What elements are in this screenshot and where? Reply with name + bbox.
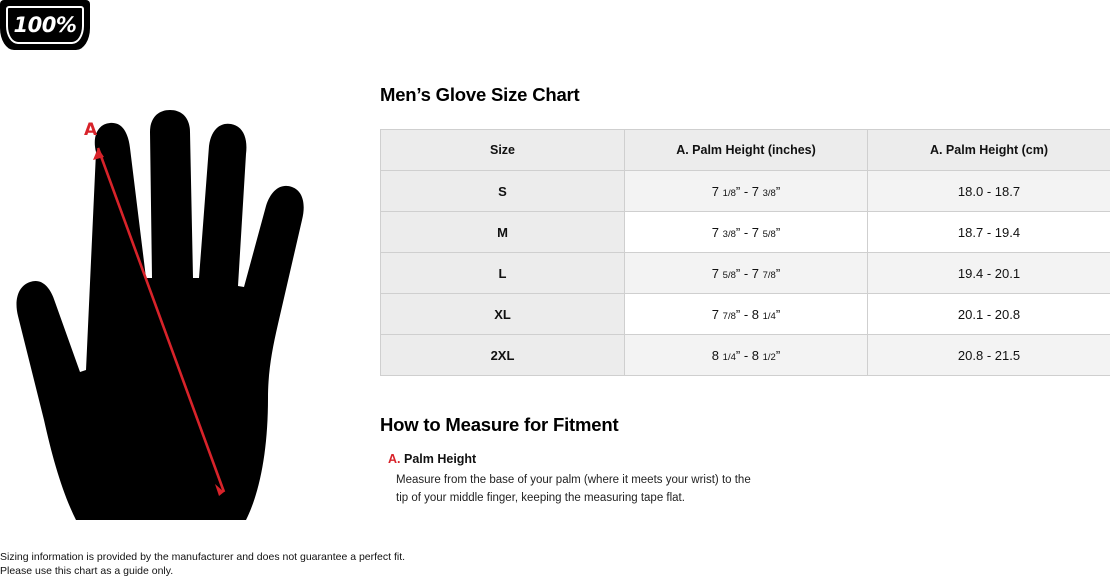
cell-palm-inches: 7 5/8” - 7 7/8”: [625, 253, 868, 294]
cell-palm-inches: 7 3/8” - 7 5/8”: [625, 212, 868, 253]
fitment-description-line-2: tip of your middle finger, keeping the measuring tape flat.: [396, 491, 685, 504]
cell-size: S: [381, 171, 625, 212]
100-percent-logo: [0, 0, 90, 50]
cell-size: L: [381, 253, 625, 294]
fitment-title: How to Measure for Fitment: [380, 414, 619, 435]
table-row: [381, 171, 1110, 212]
page-title: Men’s Glove Size Chart: [380, 84, 580, 105]
measurement-label-a: A: [84, 120, 98, 140]
hand-silhouette-icon: [0, 110, 360, 530]
table-row: [381, 294, 1110, 335]
fitment-description-line-1: Measure from the base of your palm (where it meets your wrist) to the: [396, 474, 751, 486]
logo-border: [6, 6, 84, 44]
fitment-item: [388, 452, 1110, 508]
disclaimer: [0, 550, 405, 578]
cell-palm-inches: 7 1/8” - 7 3/8”: [625, 171, 868, 212]
column-header-size: Size: [381, 130, 625, 171]
column-header-palm-cm: A. Palm Height (cm): [868, 130, 1110, 171]
cell-palm-inches: 7 7/8” - 8 1/4”: [625, 294, 868, 335]
cell-palm-cm: 20.8 - 21.5: [868, 335, 1110, 376]
table-row: [381, 212, 1110, 253]
table-row: [381, 335, 1110, 376]
size-chart-table: [380, 129, 1110, 376]
cell-palm-inches: 8 1/4” - 8 1/2”: [625, 335, 868, 376]
cell-palm-cm: 18.7 - 19.4: [868, 212, 1110, 253]
disclaimer-line-2: Please use this chart as a guide only.: [0, 565, 174, 578]
hand-palm-measurement-diagram: [0, 110, 360, 530]
fitment-item-mark: A.: [388, 452, 401, 466]
chart-content: [380, 84, 1110, 508]
disclaimer-line-1: Sizing information is provided by the manufacturer and does not guarantee a perfect fit.: [0, 551, 406, 563]
fitment-item-description: [396, 472, 1110, 508]
column-header-palm-inches: A. Palm Height (inches): [625, 130, 868, 171]
cell-size: 2XL: [381, 335, 625, 376]
cell-palm-cm: 18.0 - 18.7: [868, 171, 1110, 212]
cell-palm-cm: 19.4 - 20.1: [868, 253, 1110, 294]
fitment-item-heading: [388, 452, 1110, 466]
cell-size: XL: [381, 294, 625, 335]
cell-palm-cm: 20.1 - 20.8: [868, 294, 1110, 335]
table-row: [381, 253, 1110, 294]
logo-text: 100%: [13, 12, 77, 37]
fitment-item-name: Palm Height: [403, 452, 477, 466]
table-header-row: [381, 130, 1110, 171]
cell-size: M: [381, 212, 625, 253]
